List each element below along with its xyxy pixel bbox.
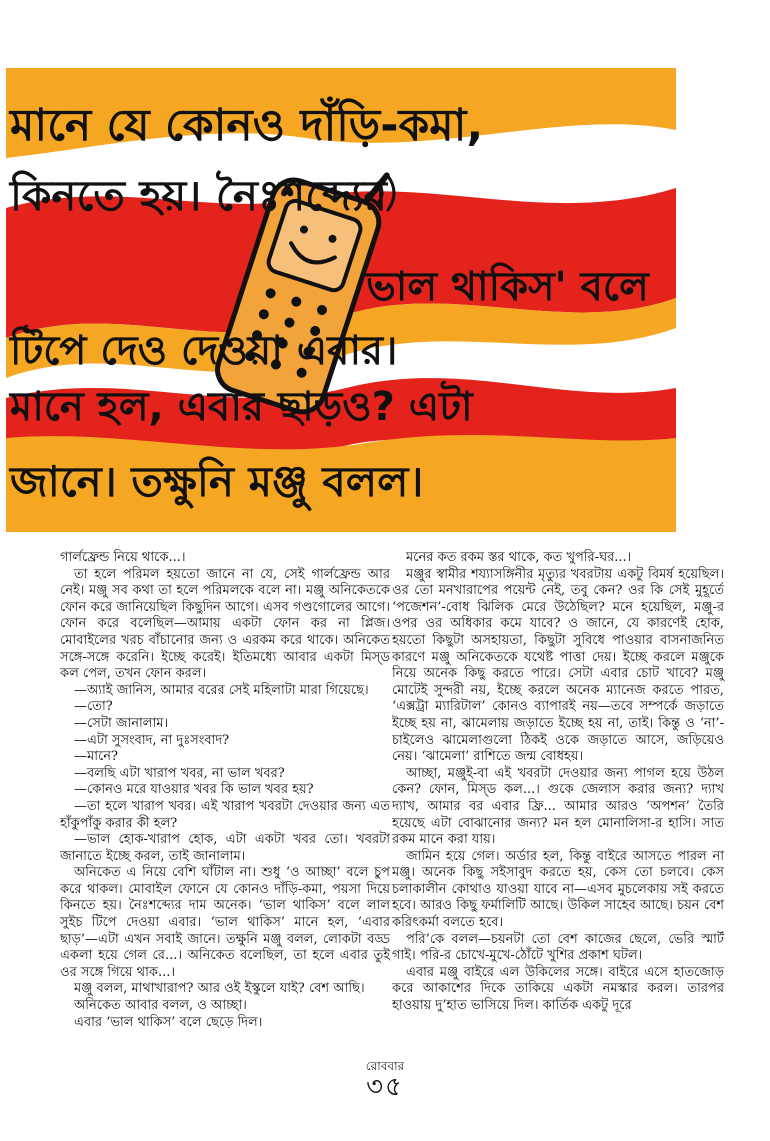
- hand-line-2: কিনতে হয়। নৈঃশব্দ্যের: [10, 171, 387, 220]
- hero-illustration: [6, 68, 676, 532]
- hand-line-6: জানে। তক্ষুনি মঞ্জু বলল।: [10, 457, 424, 506]
- paragraph: মনের কত রকম স্তর থাকে, কত খুপরি-ঘর...।: [406, 550, 632, 565]
- paragraph: অনিকেত এ নিয়ে বেশি ঘাঁটাল না। শুধু ‘ও আচ্ছা’ বলে চুপ করে থাকল। মোবাইল ফোনে যে কোনও দাঁড়ি-কমা, পয়সা দিয়ে কিনতে হয়। নৈঃশব্দ্যের দাম অনেক। ‘ভাল থাকিস’ বলে লাল সুইচ টিপে দেওয়া এবার। ‘ভাল থাকিস’ মানে হল, ‘এবার ছাড়’—এটা এখন সবাই জানে। তক্ষুনি মঞ্জু বলল, লোকটা বড্ড একলা হয়ে গেল রে...। অনিকেত বলেছিল, তা হলে এবার তুই ওর সঙ্গে গিয়ে থাক...।: [60, 865, 390, 980]
- paragraph: এবার ‘ভাল থাকিস’ বলে ছেড়ে দিল।: [74, 1014, 263, 1030]
- hand-line-1: মানে যে কোনও দাঁড়ি-কমা,: [10, 100, 484, 151]
- paragraph: গার্লফ্রেন্ড নিয়ে থাকে...।: [60, 550, 186, 565]
- paragraph: —তা হলে খারাপ খবর। এই খারাপ খবরটা দেওয়ার জন্য এত হাঁকুপাঁকু করার কী হল?: [60, 798, 390, 831]
- paragraph: —এটা সুসংবাদ, না দুঃসংবাদ?: [74, 732, 230, 748]
- hand-line-4: টিপে দেও দেওয়া এবার।: [10, 328, 398, 374]
- left-text-column: [60, 550, 390, 1031]
- paragraph: আচ্ছা, মঞ্জুই-বা এই খবরটা দেওয়ার জন্য পাগল হয়ে উঠল কেন? ফোন, মিস্‌ড কল...। গুকে জেলাস করার জন্য? দ্যাখ দ্যাখ, আমার বর এবার ফ্রি... আমার আরও ‘অপশন’ তৈরি হয়েছে এটা বোঝানোর জন্য? মন হল মোনালিসা-র হাসি। সাত রকম মানে করা যায়।: [392, 765, 724, 848]
- paragraph: —বলছি এটা খারাপ খবর, না ভাল খবর?: [74, 765, 285, 781]
- page-number: ৩৫: [366, 1072, 404, 1102]
- paragraph: মঞ্জু বলল, মাথাখারাপ? আর ওই ইস্কুলে যাই? বেশ আছি।: [74, 981, 365, 997]
- paragraph: —সেটা জানালাম।: [74, 715, 169, 731]
- paragraph: তা হলে পরিমল হয়তো জানে না যে, সেই গার্লফ্রেন্ড আর নেই। মঞ্জু সব কথা তা হলে পরিমলকে বলে না। মঞ্জু অনিকেতকে ফোন করে জানিয়েছিল কিছুদিন আগে। এসব গণ্ডগোলের আগে। ফোন করে বলেছিল—আমায় একটা ফোন কর না প্লিজ। মোবাইলের খরচ বাঁচানোর জন্য ও এরকম করে থাকে। অনিকেত সঙ্গে-সঙ্গে করেনি। ইচ্ছে করেই। ইতিমধ্যে আবার একটা মিস্‌ড কল পেল, তখন ফোন করল।: [60, 566, 390, 682]
- paragraph: এবার মঞ্জু বাইরে এল উকিলের সঙ্গে। বাইরে এসে হাতজোড় করে আকাশের দিকে তাকিয়ে একটা নমস্কার করল। তারপর হাওয়ায় দু’হাত ভাসিয়ে দিল। কার্তিক একটু দূরে: [392, 964, 724, 1014]
- paragraph: পরি’কে বলল—চয়নটা তো বেশ কাজের ছেলে, ভেরি স্মার্ট গাই। পরি-র চোখে-মুখে-ঠোঁটে খুশির প্রকাশ ঘটল।: [392, 931, 724, 964]
- paragraph: —মানে?: [74, 749, 118, 765]
- hand-line-3: ভাল থাকিস' বলে: [366, 264, 649, 310]
- paragraph: —তো?: [74, 699, 113, 715]
- paragraph: জামিন হয়ে গেল। অর্ডার হল, কিন্তু বাইরে আসতে পারল না মঞ্জু। অনেক কিছু সইসাবুদ করতে হয়, কেস তো চলবে। কেস চলাকালীন কোথাও যাওয়া যাবে না—এসব মুচলেকায় সই করতে হবে। আরও কিছু ফর্মালিটি আছে। উকিল সাহেব আছে। চয়ন বেশ করিৎকর্মা বলতে হবে।: [392, 848, 724, 931]
- illustration-canvas: [6, 68, 676, 532]
- paragraph: মঞ্জুর স্বামীর শয্যাসঙ্গিনীর মৃত্যুর খবরটায় একটু বিমর্ষ হয়েছিল। ওর তো মনখারাপের পয়েন্ট নেই, তবু কেন? ওর কি সেই মুহূর্তে ‘পজেশন’-বোধ ঝিলিক মেরে উঠেছিল? মনে হয়েছিল, মঞ্জু-র ওপর ওর অধিকার কমে যাবে? ও জানে, যে কারণেই হোক, হয়তো কিছুটা অসহায়তা, কিছুটা সুবিধে পাওয়ার বাসনাজনিত কারণে মঞ্জু অনিকেতকে যথেষ্ট পাত্তা দেয়। ইচ্ছে করলে মঞ্জুকে নিয়ে অনেক কিছু করতে পারে। সেটা এবার চোট খাবে? মঞ্জু মোটেই সুন্দরী নয়, ইচ্ছে করলে অনেক ম্যানেজ করতে পারত, ‘এক্সট্রা ম্যারিটাল’ কোনও ব্যাপারই নয়—তবে সম্পর্কে জড়াতে ইচ্ছে হয় না, ঝামেলায় জড়াতে ইচ্ছে হয় না, তাই। কিন্তু ও ‘না’-চাইলেও ঝামেলাগুলো ঠিকই ওকে জড়াতে আসে, জড়িয়েও নেয়। ‘ঝামেলা’ রাশিতে জন্ম বোধহয়।: [392, 566, 724, 765]
- right-text-column: [392, 550, 724, 1015]
- hand-line-5: মানে হল, এবার ছাড়ও? এটা: [10, 384, 473, 430]
- paragraph: —অ্যাই জানিস, আমার বরের সেই মহিলাটা মারা গিয়েছে।: [74, 682, 369, 698]
- paragraph: অনিকেত আবার বলল, ও আচ্ছা।: [74, 998, 247, 1014]
- paragraph: —ভাল হোক-খারাপ হোক, এটা একটা খবর তো। খবরটা জানাতে ইচ্ছে করল, তাই জানালাম।: [60, 832, 390, 864]
- paragraph: —কোনও মরে যাওয়ার খবর কি ভাল খবর হয়?: [74, 782, 314, 798]
- magazine-label: রোববার: [365, 1059, 405, 1073]
